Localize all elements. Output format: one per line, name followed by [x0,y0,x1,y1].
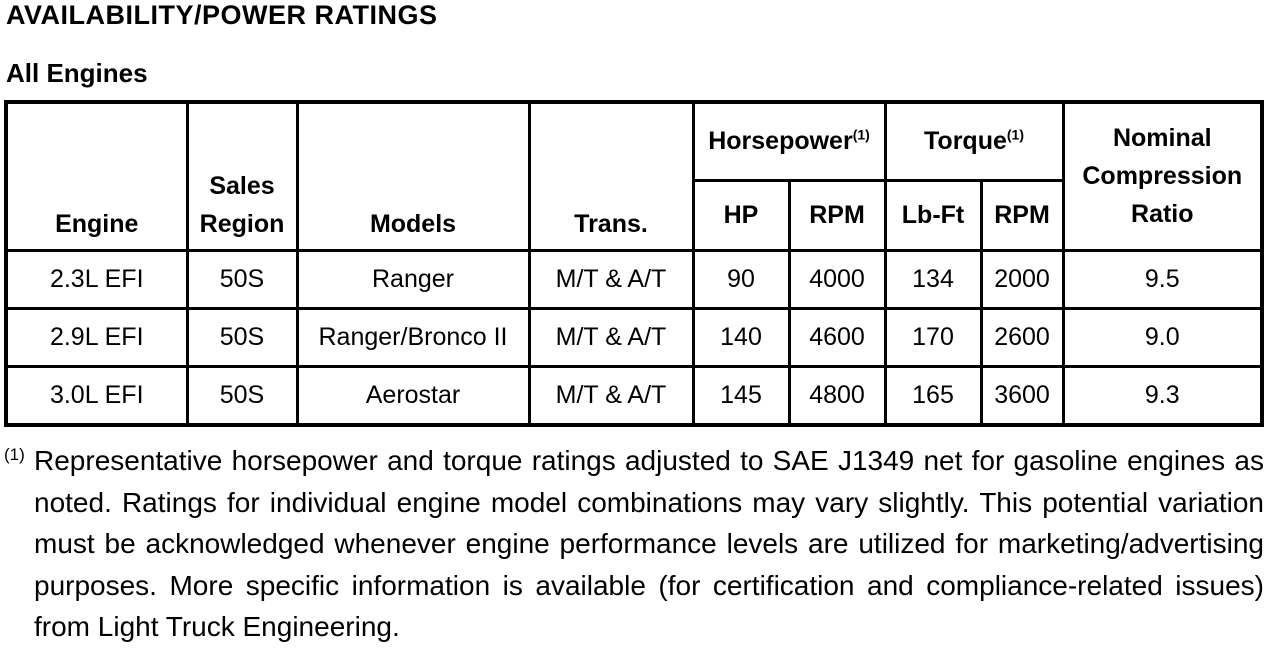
header-lbft: Lb-Ft [885,180,981,250]
header-compression-line1: Nominal [1112,124,1212,153]
cell-trans: M/T & A/T [529,250,693,308]
power-ratings-table [4,100,1264,427]
header-sales-region-line2: Region [199,209,285,238]
footnote [4,440,1264,648]
table-row [6,250,1262,308]
header-torque-rpm: RPM [981,180,1063,250]
cell-hp-rpm: 4000 [789,250,885,308]
cell-trans: M/T & A/T [529,366,693,425]
cell-lbft: 170 [885,308,981,366]
cell-hp: 145 [693,366,789,425]
cell-compression: 9.3 [1063,366,1262,425]
cell-sales-region: 50S [187,250,297,308]
table-row [6,366,1262,425]
header-compression-line3: Ratio [1131,200,1194,229]
header-engine: Engine [6,102,187,250]
header-compression-ratio [1063,102,1262,250]
page-title: AVAILABILITY/POWER RATINGS [6,0,438,30]
section-subtitle: All Engines [6,58,148,88]
table-row [6,308,1262,366]
header-horsepower [693,102,885,180]
cell-torque-rpm: 2600 [981,308,1063,366]
header-torque [885,102,1063,180]
footnote-text: Representative horsepower and torque ratings adjusted to SAE J1349 net for gasoline engines as noted. Ratings for individual engine model combinations may vary slightly. This potential variation must be acknowledged whenever engine performance levels are utilized for marketing/advertising purposes. More specific information is available (for certification and compliance-related issues) from Light Truck Engineering. [34,445,1264,642]
cell-sales-region: 50S [187,366,297,425]
header-torque-label: Torque [924,127,1007,156]
cell-engine: 2.9L EFI [6,308,187,366]
cell-sales-region: 50S [187,308,297,366]
header-hp-rpm: RPM [789,180,885,250]
cell-lbft: 165 [885,366,981,425]
cell-lbft: 134 [885,250,981,308]
cell-models: Ranger [297,250,529,308]
cell-models: Aerostar [297,366,529,425]
cell-torque-rpm: 2000 [981,250,1063,308]
header-torque-footnote-ref: (1) [1006,126,1025,143]
header-compression-line2: Compression [1082,162,1243,191]
cell-hp: 90 [693,250,789,308]
cell-hp-rpm: 4600 [789,308,885,366]
header-sales-region-line1: Sales [209,171,275,200]
cell-hp: 140 [693,308,789,366]
cell-trans: M/T & A/T [529,308,693,366]
header-sales-region [187,102,297,250]
header-horsepower-label: Horsepower [708,127,853,156]
header-trans: Trans. [529,102,693,250]
header-horsepower-footnote-ref: (1) [852,126,870,143]
cell-torque-rpm: 3600 [981,366,1063,425]
cell-compression: 9.5 [1063,250,1262,308]
header-models: Models [297,102,529,250]
header-hp: HP [693,180,789,250]
cell-engine: 3.0L EFI [6,366,187,425]
footnote-marker: (1) [4,445,25,464]
cell-compression: 9.0 [1063,308,1262,366]
cell-models: Ranger/Bronco II [297,308,529,366]
cell-engine: 2.3L EFI [6,250,187,308]
cell-hp-rpm: 4800 [789,366,885,425]
